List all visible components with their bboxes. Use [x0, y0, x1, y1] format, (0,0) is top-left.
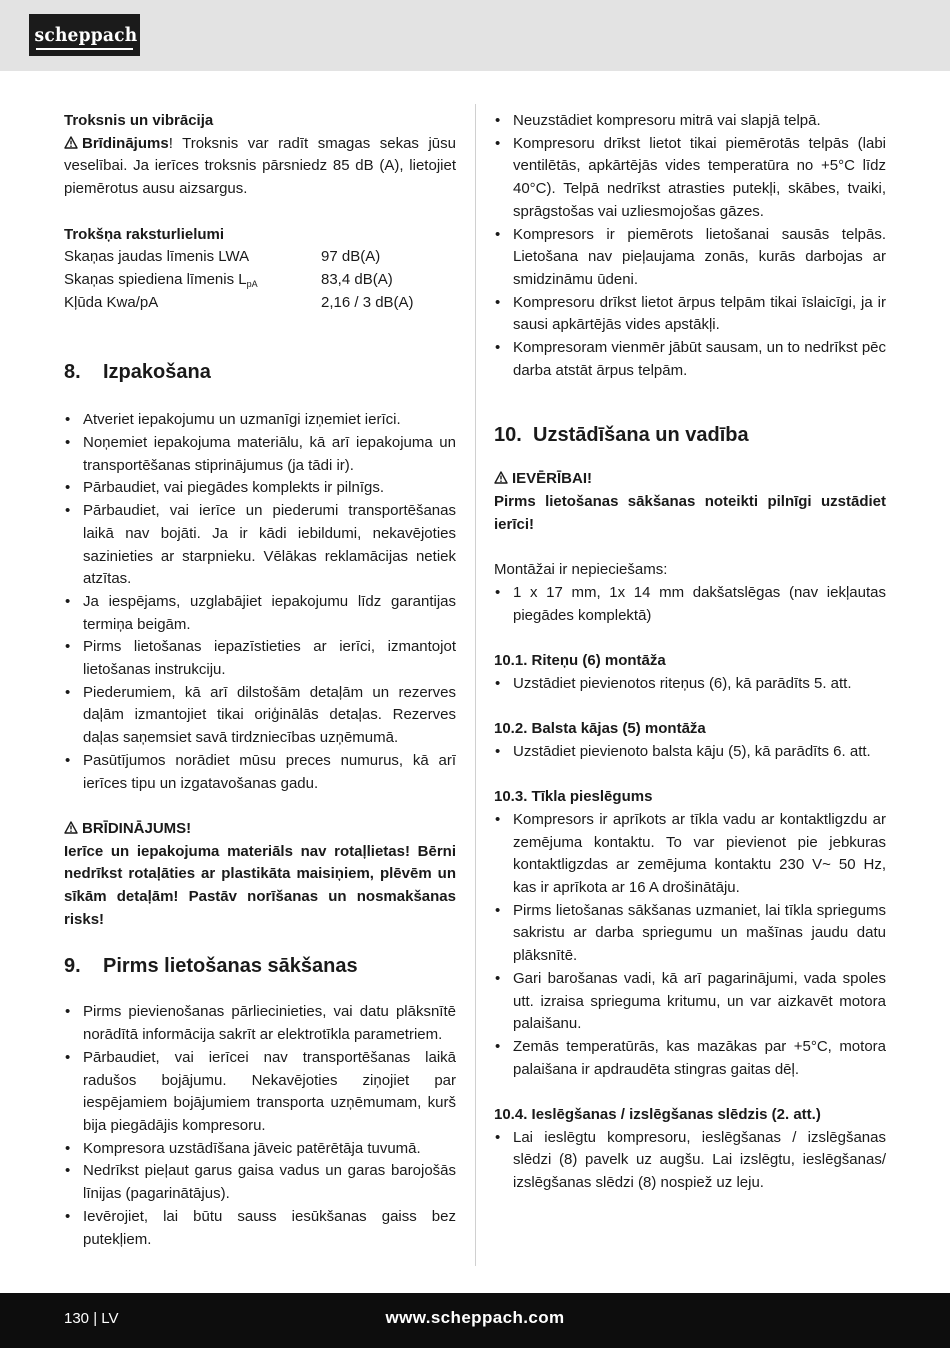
noise-warning-text: ! Troksnis var radīt smagas sekas jūsu veselībai. Ja ierīces troksnis pārsniedz 85 dB (A), lietojiet piemērotus ausu aizsargus.: [64, 134, 456, 198]
subsection-list: [494, 673, 886, 696]
page-footer: [0, 1293, 950, 1348]
page-header: [0, 0, 950, 71]
noise-row-label: Skaņas jaudas līmenis LWA: [64, 248, 250, 266]
list-item: • Pārbaudiet, vai ierīce un piederumi transportēšanas laikā nav bojāti. Ja ir kādi iebildumi, nekavējoties sazinieties ar starpnieku. Vēlākas reklamācijas netiek atzītas.: [64, 500, 456, 591]
list-item: • Ja iespējams, uzglabājiet iepakojumu līdz garantijas termiņa beigām.: [64, 591, 456, 636]
list-item: • Kompresoram vienmēr jābūt sausam, un to nedrīkst pēc darba atstāt ārpus telpām.: [494, 337, 886, 382]
page-number: 130 | LV: [64, 1310, 119, 1327]
subsection-title: 10.1. Riteņu (6) montāža: [494, 652, 666, 670]
noise-row-label: Skaņas spiediena līmenis $L_{pA}$: [64, 270, 258, 289]
list-item: • Uzstādiet pievienotos riteņus (6), kā parādīts 5. att.: [494, 673, 886, 696]
subsection-list: [494, 741, 886, 764]
noise-row-value: 83,4 dB(A): [321, 270, 393, 288]
list-item: • 1 x 17 mm, 1x 14 mm dakšatslēgas (nav iekļautas piegādes komplektā): [494, 582, 886, 627]
list-item: • Kompresoru drīkst lietot ārpus telpām tikai īslaicīgi, ja ir sausi apkārtējās vides apstākļi.: [494, 292, 886, 337]
column-divider: [475, 104, 476, 1266]
section-8-list: [64, 409, 456, 795]
section-title: Izpakošana: [103, 361, 211, 384]
noise-row: [64, 246, 456, 269]
list-item: • Pirms lietošanas iepazīstieties ar ierīci, izmantojot lietošanas instrukciju.: [64, 636, 456, 681]
section-10-heading: [494, 422, 886, 448]
noise-row: [64, 269, 456, 292]
noise-warning: [64, 133, 456, 201]
list-item: • Lai ieslēgtu kompresoru, ieslēgšanas / izslēgšanas slēdzi (8) pavelk uz augšu. Lai izslēgtu, ieslēgšanas/ izslēgšanas slēdzi (8) nospiež uz leju.: [494, 1127, 886, 1195]
section-number: 8.: [64, 361, 81, 384]
list-item: • Pasūtījumos norādiet mūsu preces numurus, kā arī ierīces tipu un izgatavošanas gadu.: [64, 750, 456, 795]
section-title: Uzstādīšana un vadība: [533, 424, 749, 447]
noise-values-title: Trokšņa raksturlielumi: [64, 225, 225, 243]
subsection-title: 10.4. Ieslēgšanas / izslēgšanas slēdzis (2. att.): [494, 1106, 821, 1124]
placement-list: [494, 110, 886, 382]
noise-row-label: Kļūda Kwa/pA: [64, 293, 159, 311]
section-9-list: [64, 1001, 456, 1251]
subsection-list: [494, 1127, 886, 1195]
list-item: • Noņemiet iepakojuma materiālu, kā arī iepakojuma un transportēšanas stiprinājumus (ja tādi ir).: [64, 432, 456, 477]
list-item: • Kompresors ir aprīkots ar tīkla vadu ar kontaktligzdu ar zemējuma kontaktu. To var pievienot pie jebkuras kontaktligzdas ar zemējuma kontaktu 230 V~ 50 Hz, kas ir aprīkota ar 16 A drošinātāju.: [494, 809, 886, 900]
subsection-title: 10.3. Tīkla pieslēgums: [494, 788, 653, 806]
section-number: 10.: [494, 424, 522, 447]
list-item: • Uzstādiet pievienoto balsta kāju (5), kā parādīts 6. att.: [494, 741, 886, 764]
list-item: • Pirms lietošanas sākšanas uzmaniet, lai tīkla spriegums sakristu ar darba spriegumu un mašīnas jaudu datu plāksnītē.: [494, 900, 886, 968]
noise-row: [64, 292, 456, 315]
left-column: [64, 110, 456, 1251]
subsection-list: [494, 809, 886, 1081]
right-column: [494, 110, 886, 1195]
warning-triangle-icon: [64, 821, 78, 834]
list-item: • Pirms pievienošanas pārliecinieties, vai datu plāksnītē norādītā informācija sakrīt ar elektrotīkla parametriem.: [64, 1001, 456, 1046]
attention-title: IEVĒRĪBAI!: [494, 468, 886, 491]
section-8-heading: [64, 359, 456, 385]
scheppach-logo: [29, 14, 140, 56]
list-item: • Gari barošanas vadi, kā arī pagarinājumi, vada spoles utt. izraisa sprieguma kritumu, un var aizkavēt motora palaišanu.: [494, 968, 886, 1036]
list-item: • Kompresora uzstādīšana jāveic patērētāja tuvumā.: [64, 1138, 456, 1161]
list-item: • Zemās temperatūrās, kas mazākas par +5°C, motora palaišana ir apdraudēta stingras gaitas dēļ.: [494, 1036, 886, 1081]
subsection-title: 10.2. Balsta kājas (5) montāža: [494, 720, 706, 738]
warning-triangle-icon: [494, 471, 508, 484]
section-title: Pirms lietošanas sākšanas: [103, 955, 358, 978]
list-item: • Kompresoru drīkst lietot tikai piemērotās telpās (labi ventilētās, apkārtējās vides temperatūra no +5°C līdz 40°C). Telpā nedrīkst atrasties putekļi, skābes, tvaiki, sprāgstošas vai uzliesmojošas gāzes.: [494, 133, 886, 224]
attention-text: Pirms lietošanas sākšanas noteikti pilnīgi uzstādiet ierīci!: [494, 493, 886, 533]
list-item: • Piederumiem, kā arī dilstošām detaļām un rezerves daļām izmantojiet tikai oriģinālās detaļas. Rezerves daļas saņemsiet savā tirdzniecības uzņēmumā.: [64, 682, 456, 750]
warning-triangle-icon: [64, 136, 78, 149]
noise-title: Troksnis un vibrācija: [64, 112, 214, 129]
noise-warning-label: Brīdinājums: [82, 134, 169, 152]
website-link[interactable]: www.scheppach.com: [385, 1308, 565, 1327]
warning-box-title: BRĪDINĀJUMS!: [64, 818, 456, 841]
list-item: • Nedrīkst pieļaut garus gaisa vadus un garas barojošās līnijas (pagarinātājus).: [64, 1160, 456, 1205]
section-9-heading: [64, 953, 456, 979]
section-number: 9.: [64, 955, 81, 978]
list-item: • Ievērojiet, lai būtu sauss iesūkšanas gaiss bez putekļiem.: [64, 1206, 456, 1251]
list-item: • Pārbaudiet, vai piegādes komplekts ir pilnīgs.: [64, 477, 456, 500]
logo-text: scheppach: [34, 24, 138, 46]
noise-row-value: 2,16 / 3 dB(A): [321, 293, 414, 311]
assembly-intro: Montāžai ir nepieciešams:: [494, 561, 668, 579]
list-item: • Pārbaudiet, vai ierīcei nav transportēšanas laikā radušos bojājumu. Nekavējoties ziņojiet par iespējamiem bojājumiem transporta uzņēmumam, kurš bija piegādājis kompresoru.: [64, 1047, 456, 1138]
assembly-list: [494, 582, 886, 627]
list-item: • Atveriet iepakojumu un uzmanīgi izņemiet ierīci.: [64, 409, 456, 432]
warning-box-text: Ierīce un iepakojuma materiāls nav rotaļlietas! Bērni nedrīkst rotaļāties ar plastikāta maisiņiem, plēvēm un sīkām detaļām! Pastāv norīšanas un nosmakšanas risks!: [64, 842, 456, 928]
list-item: • Kompresors ir piemērots lietošanai sausās telpās. Lietošana nav pieļaujama zonās, kurās darbojas ar smidzināmu ūdeni.: [494, 224, 886, 292]
noise-row-value: 97 dB(A): [321, 248, 381, 266]
list-item: • Neuzstādiet kompresoru mitrā vai slapjā telpā.: [494, 110, 886, 133]
